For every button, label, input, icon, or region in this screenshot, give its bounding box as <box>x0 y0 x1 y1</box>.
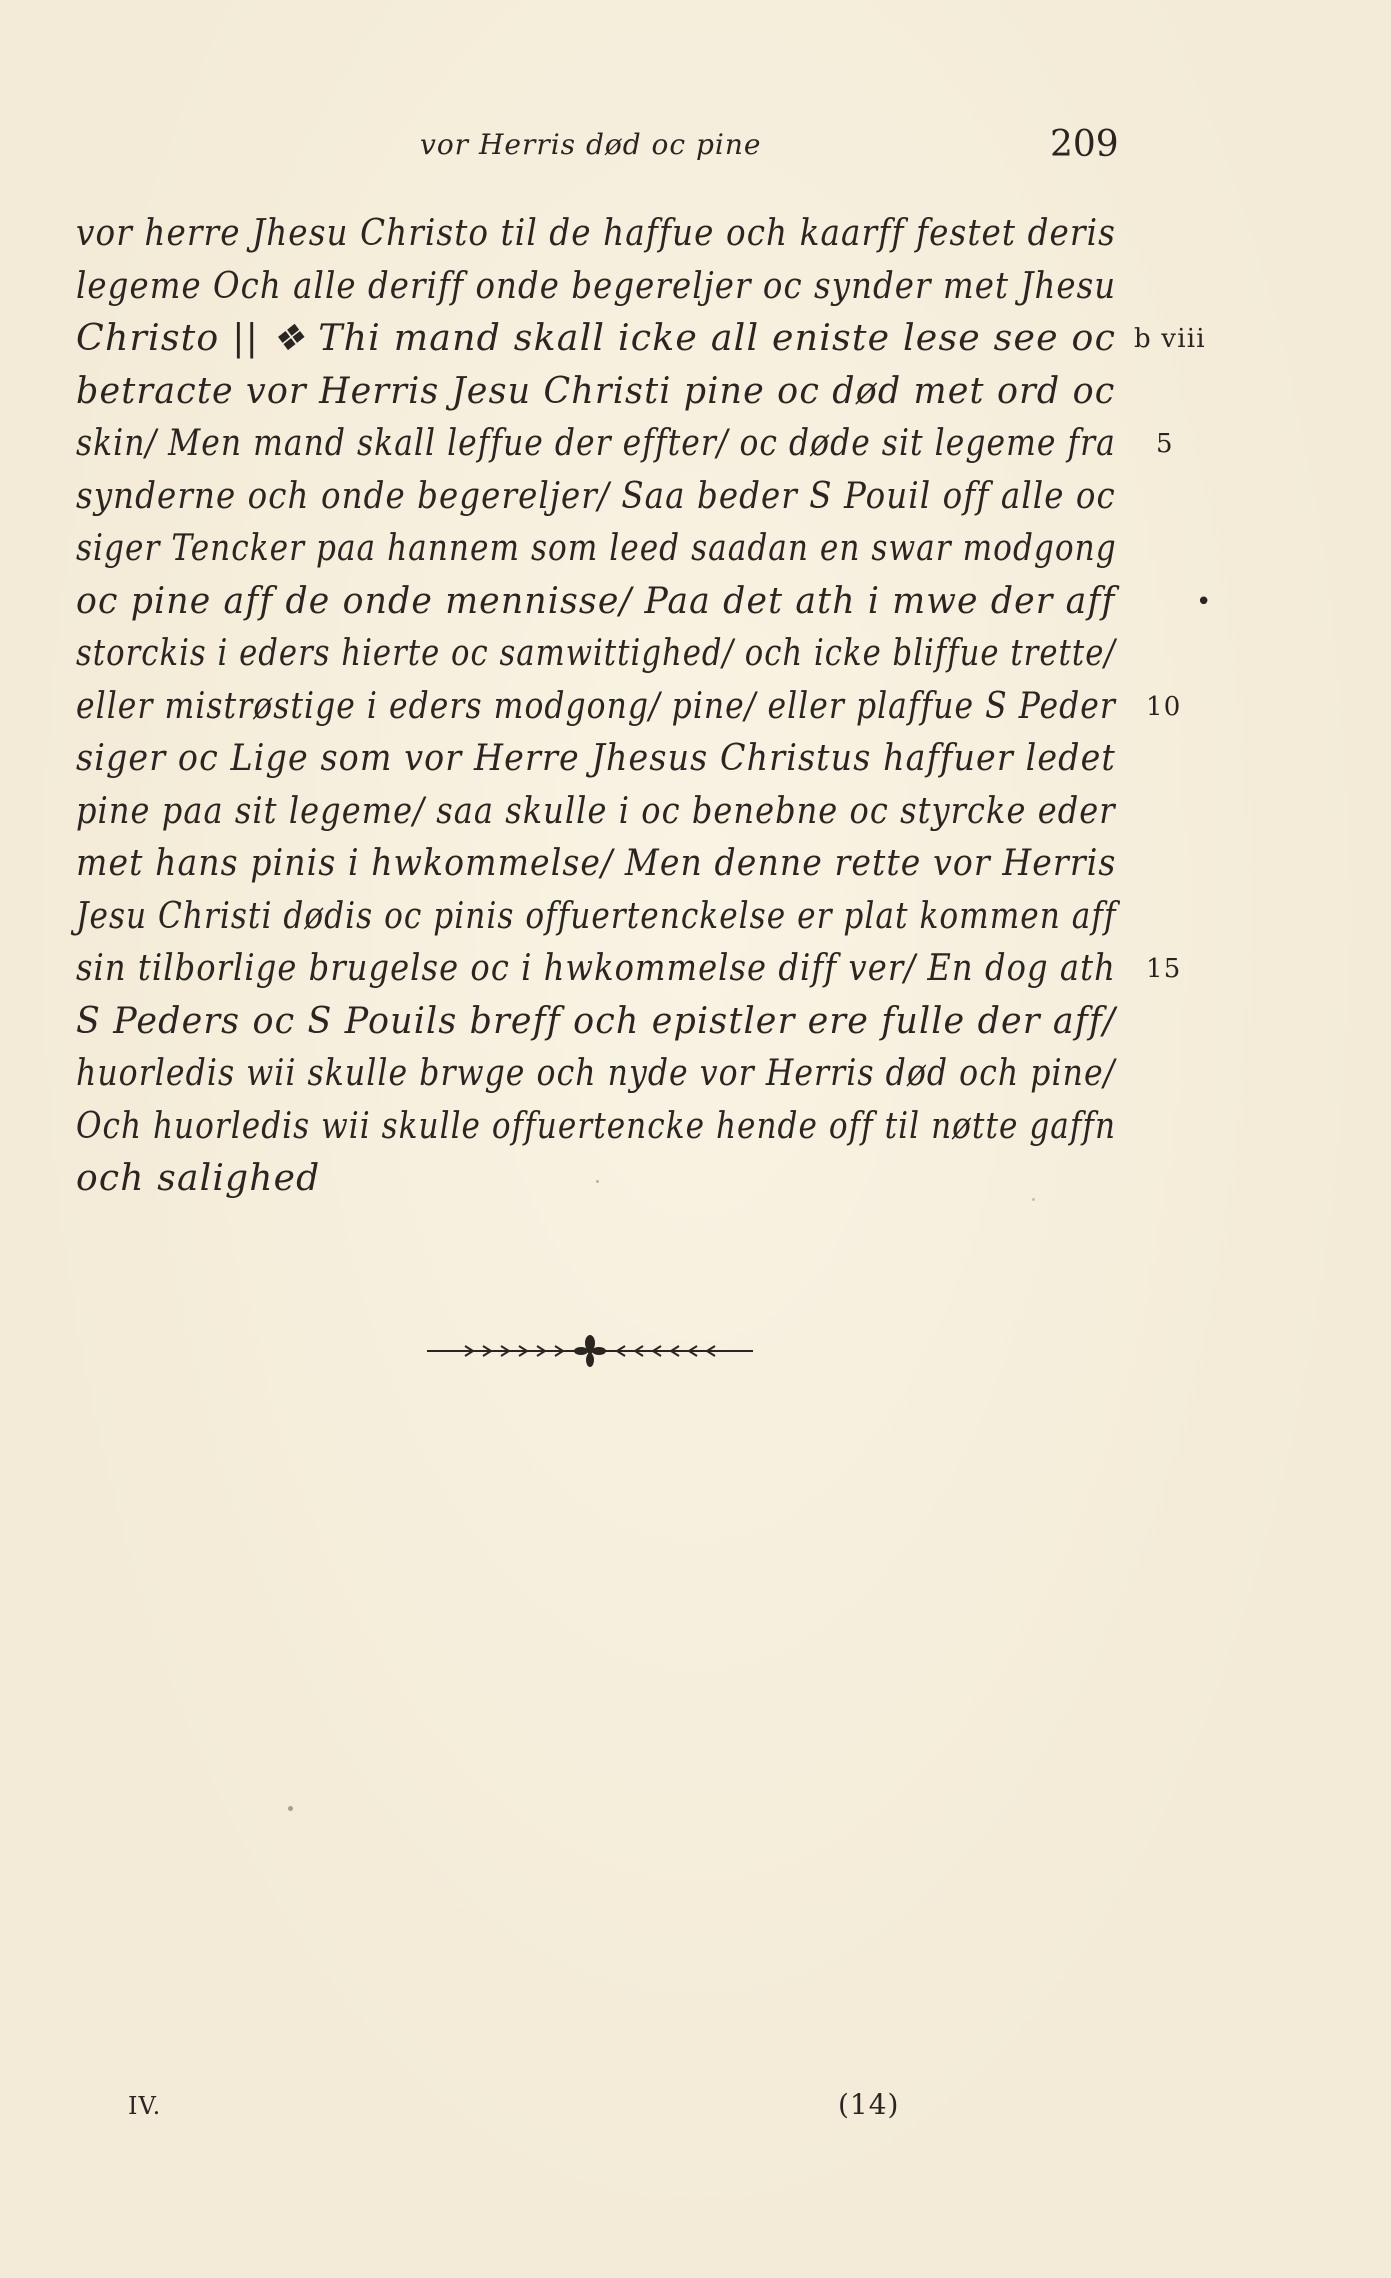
signature-mark: IV. <box>128 2092 162 2120</box>
text-line <box>76 733 1126 786</box>
text-line-content: synderne och onde begereljer/ Saa beder S Pouil off alle oc <box>76 475 1116 517</box>
text-line-content: huorledis wii skulle brwge och nyde vor Herris død och pine/ <box>76 1053 1116 1094</box>
margin-note: • <box>1196 586 1213 617</box>
text-line-content: Christo || ❖ Thi mand skall icke all eniste lese see oc <box>76 318 1117 359</box>
text-line-content: eller mistrøstige i eders modgong/ pine/ eller plaffue S Peder <box>76 685 1116 727</box>
text-line-content: oc pine aff de onde mennisse/ Paa det ath i mwe der aff <box>76 580 1116 622</box>
margin-note: 15 <box>1146 954 1182 984</box>
margin-note: 5 <box>1156 429 1174 459</box>
body-text <box>76 208 1213 1206</box>
text-line-content: S Peders oc S Pouils breff och epistler ere fulle der aff/ <box>76 1000 1116 1042</box>
text-line-content: siger Tencker paa hannem som leed saadan en swar modgong <box>76 528 1117 569</box>
paper-speck <box>1032 1198 1035 1201</box>
paper-speck <box>288 1806 293 1811</box>
paper-speck <box>596 1180 599 1183</box>
text-line-content: met hans pinis i hwkommelse/ Men denne rette vor Herris <box>76 843 1117 884</box>
running-head <box>0 124 1391 168</box>
text-line <box>76 1153 1126 1206</box>
text-line-content: betracte vor Herris Jesu Christi pine oc død met ord oc <box>76 370 1116 412</box>
text-line-content: storckis i eders hierte oc samwittighed/ och icke bliffue trette/ <box>76 633 1116 674</box>
text-line <box>76 523 1126 576</box>
text-line <box>76 838 1126 891</box>
text-line <box>76 261 1126 314</box>
text-line <box>76 943 1182 996</box>
text-line-content: och salighed <box>76 1158 321 1199</box>
text-line-content: vor herre Jhesu Christo til de haffue och kaarff festet deris <box>76 213 1116 254</box>
text-line <box>76 891 1126 944</box>
text-line <box>76 681 1182 734</box>
text-line <box>76 996 1126 1049</box>
text-line <box>76 418 1174 471</box>
text-line <box>76 576 1213 629</box>
running-title: vor Herris død oc pine <box>420 128 762 161</box>
text-line-content: pine paa sit legeme/ saa skulle i oc benebne oc styrcke eder <box>76 790 1116 832</box>
text-line <box>76 366 1126 419</box>
text-line <box>76 313 1206 366</box>
text-line <box>76 1101 1126 1154</box>
text-line <box>76 471 1126 524</box>
text-line <box>76 628 1126 681</box>
sheet-number: (14) <box>838 2088 900 2121</box>
text-line-content: skin/ Men mand skall leffue der effter/ oc døde sit legeme fra <box>76 423 1116 464</box>
text-line-content: Jesu Christi dødis oc pinis offuertenckelse er plat kommen aff <box>76 895 1117 937</box>
margin-note: 10 <box>1146 691 1182 722</box>
text-line <box>76 208 1126 261</box>
page-number: 209 <box>1050 124 1119 165</box>
text-line-content: legeme Och alle deriff onde begereljer oc synder met Jhesu <box>76 265 1117 307</box>
text-line-content: sin tilborlige brugelse oc i hwkommelse diff ver/ En dog ath <box>76 948 1116 989</box>
text-line <box>76 1048 1126 1101</box>
text-line <box>76 786 1126 839</box>
text-line-content: siger oc Lige som vor Herre Jhesus Christus haffuer ledet <box>76 738 1116 779</box>
margin-note: b viii <box>1134 324 1206 354</box>
ornament-divider <box>425 1334 755 1368</box>
text-line-content: Och huorledis wii skulle offuertencke hende off til nøtte gaffn <box>76 1105 1117 1147</box>
